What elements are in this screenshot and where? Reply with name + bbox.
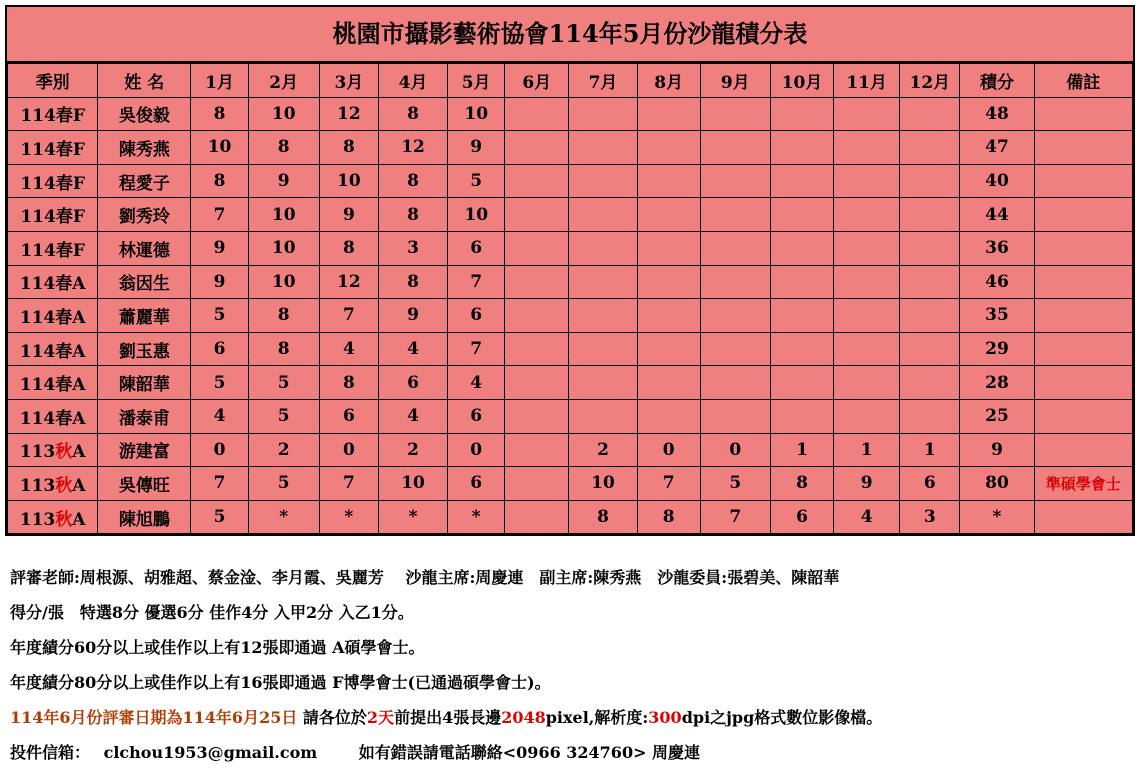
season-text: 秋 [55, 442, 73, 463]
score-cell: 3 [900, 500, 960, 534]
score-cell: 5 [191, 500, 248, 534]
score-cell [770, 265, 833, 299]
contact-phone: 如有錯誤請電話聯絡<0966 324760> 周慶連 [358, 743, 701, 762]
score-cell [900, 332, 960, 366]
total-cell: 28 [960, 366, 1034, 400]
score-cell [834, 198, 900, 232]
remark-cell [1034, 265, 1132, 299]
score-cell: 6 [448, 299, 505, 333]
remark-cell [1034, 231, 1132, 265]
score-cell: 6 [448, 231, 505, 265]
header-row [8, 64, 1133, 98]
season-text: 秋 [55, 475, 73, 496]
score-cell: 8 [191, 164, 248, 198]
score-cell: 1 [770, 433, 833, 467]
table-row [8, 332, 1133, 366]
total-cell: * [960, 500, 1034, 534]
score-cell [770, 366, 833, 400]
score-cell: 6 [191, 332, 248, 366]
score-cell [700, 332, 770, 366]
total-cell: 47 [960, 131, 1034, 165]
total-cell: 29 [960, 332, 1034, 366]
deadline-text: pixel,解析度: [545, 708, 649, 727]
score-cell: 10 [569, 467, 637, 501]
notes-section [10, 560, 1120, 770]
score-cell [770, 131, 833, 165]
total-cell: 35 [960, 299, 1034, 333]
score-cell: * [248, 500, 319, 534]
season-cell [8, 332, 98, 366]
score-cell: 10 [319, 164, 378, 198]
score-cell [834, 265, 900, 299]
score-cell [900, 164, 960, 198]
score-cell [900, 399, 960, 433]
table-row [8, 231, 1133, 265]
season-text: 114春F [20, 240, 85, 261]
deadline-text: dpi之jpg格式數位影像檔。 [681, 708, 883, 727]
score-cell: 8 [378, 265, 447, 299]
score-table [7, 63, 1133, 534]
score-cell [637, 131, 700, 165]
table-row [8, 97, 1133, 131]
score-cell [569, 164, 637, 198]
season-text: 113 [19, 442, 56, 463]
score-cell [900, 198, 960, 232]
table-row [8, 366, 1133, 400]
score-cell: 7 [191, 467, 248, 501]
name-cell: 林運德 [98, 231, 191, 265]
score-cell: 9 [191, 265, 248, 299]
score-cell [770, 97, 833, 131]
score-cell: 8 [248, 299, 319, 333]
score-cell [834, 399, 900, 433]
total-cell: 9 [960, 433, 1034, 467]
score-cell: 10 [248, 97, 319, 131]
score-cell: 5 [248, 399, 319, 433]
score-cell [637, 299, 700, 333]
column-header: 10月 [770, 64, 833, 98]
column-header: 備註 [1034, 64, 1132, 98]
score-cell [505, 231, 569, 265]
score-cell [700, 198, 770, 232]
score-cell: 8 [378, 198, 447, 232]
score-cell: 7 [637, 467, 700, 501]
score-cell: * [319, 500, 378, 534]
score-cell: 0 [700, 433, 770, 467]
remark-cell [1034, 131, 1132, 165]
score-cell [637, 97, 700, 131]
score-cell [505, 97, 569, 131]
season-text: 113 [19, 509, 56, 530]
total-cell: 46 [960, 265, 1034, 299]
score-cell [834, 332, 900, 366]
score-cell: 8 [319, 231, 378, 265]
score-cell [569, 332, 637, 366]
table-row [8, 433, 1133, 467]
score-cell [505, 500, 569, 534]
rule-a-line: 年度績分60分以上或佳作以上有12張即通過 A碩學會士。 [10, 638, 425, 657]
score-cell: 8 [637, 500, 700, 534]
season-text: 114春A [19, 408, 86, 429]
deadline-text: 請各位於 [297, 708, 367, 727]
score-cell [700, 265, 770, 299]
score-cell: 0 [637, 433, 700, 467]
score-cell [637, 265, 700, 299]
column-header: 5月 [448, 64, 505, 98]
season-cell [8, 299, 98, 333]
score-cell [770, 231, 833, 265]
score-cell: 7 [700, 500, 770, 534]
score-cell: 6 [900, 467, 960, 501]
score-cell: 5 [191, 366, 248, 400]
season-cell [8, 198, 98, 232]
score-cell: 0 [448, 433, 505, 467]
deadline-days: 2天 [366, 708, 395, 727]
remark-cell [1034, 433, 1132, 467]
score-cell: 6 [448, 467, 505, 501]
score-cell: 10 [448, 97, 505, 131]
score-cell [505, 366, 569, 400]
table-row [8, 500, 1133, 534]
season-cell [8, 433, 98, 467]
name-cell: 陳韶華 [98, 366, 191, 400]
remark-cell [1034, 366, 1132, 400]
score-cell [700, 366, 770, 400]
column-header: 12月 [900, 64, 960, 98]
score-cell [770, 198, 833, 232]
remark-cell: 準碩學會士 [1034, 467, 1132, 501]
column-header: 2月 [248, 64, 319, 98]
score-cell: 8 [191, 97, 248, 131]
score-cell [900, 299, 960, 333]
score-cell [900, 265, 960, 299]
column-header: 姓 名 [98, 64, 191, 98]
score-cell [505, 467, 569, 501]
score-cell: 2 [378, 433, 447, 467]
score-cell [505, 131, 569, 165]
score-cell [637, 399, 700, 433]
score-cell [505, 198, 569, 232]
season-text: 113 [19, 475, 56, 496]
score-cell: 5 [191, 299, 248, 333]
season-cell [8, 399, 98, 433]
name-cell: 劉玉惠 [98, 332, 191, 366]
score-cell [569, 299, 637, 333]
table-row [8, 399, 1133, 433]
score-cell: 10 [448, 198, 505, 232]
score-cell [700, 299, 770, 333]
score-cell [637, 332, 700, 366]
name-cell: 劉秀玲 [98, 198, 191, 232]
score-cell: 2 [569, 433, 637, 467]
score-cell [505, 299, 569, 333]
score-cell: 6 [319, 399, 378, 433]
score-cell: 9 [378, 299, 447, 333]
score-cell: 8 [378, 164, 447, 198]
table-row [8, 299, 1133, 333]
score-cell [700, 399, 770, 433]
remark-cell [1034, 500, 1132, 534]
table-row [8, 131, 1133, 165]
score-cell [505, 265, 569, 299]
season-text: 秋 [55, 509, 73, 530]
column-header: 9月 [700, 64, 770, 98]
score-cell [834, 299, 900, 333]
score-cell: 4 [319, 332, 378, 366]
name-cell: 吳俊毅 [98, 97, 191, 131]
total-cell: 40 [960, 164, 1034, 198]
score-cell: 9 [248, 164, 319, 198]
score-cell: 0 [319, 433, 378, 467]
deadline-line [10, 700, 1120, 735]
table-row [8, 198, 1133, 232]
score-cell [637, 231, 700, 265]
score-cell: 10 [191, 131, 248, 165]
score-cell: 0 [191, 433, 248, 467]
contact-label: 投件信箱： [10, 743, 91, 762]
score-cell: 7 [448, 332, 505, 366]
score-cell [900, 366, 960, 400]
remark-cell [1034, 97, 1132, 131]
score-cell: 8 [378, 97, 447, 131]
score-cell [569, 131, 637, 165]
column-header: 季別 [8, 64, 98, 98]
season-text: 114春A [19, 375, 86, 396]
score-cell: 4 [378, 332, 447, 366]
score-cell [834, 366, 900, 400]
column-header: 8月 [637, 64, 700, 98]
score-cell [770, 299, 833, 333]
column-header: 4月 [378, 64, 447, 98]
season-cell [8, 131, 98, 165]
score-cell [569, 231, 637, 265]
table-row [8, 467, 1133, 501]
score-cell [505, 399, 569, 433]
score-cell: 5 [448, 164, 505, 198]
score-cell: 5 [700, 467, 770, 501]
season-text: 114春F [20, 139, 85, 160]
score-cell: * [378, 500, 447, 534]
score-cell [505, 332, 569, 366]
score-cell: 5 [248, 467, 319, 501]
score-cell: 3 [378, 231, 447, 265]
name-cell: 翁因生 [98, 265, 191, 299]
score-cell [834, 131, 900, 165]
score-cell: 4 [834, 500, 900, 534]
remark-cell [1034, 332, 1132, 366]
season-cell [8, 366, 98, 400]
score-cell: 6 [770, 500, 833, 534]
score-cell [700, 97, 770, 131]
table-row [8, 164, 1133, 198]
score-cell [770, 164, 833, 198]
name-cell: 陳旭鵬 [98, 500, 191, 534]
remark-cell [1034, 198, 1132, 232]
score-cell: 10 [378, 467, 447, 501]
score-cell: 5 [248, 366, 319, 400]
column-header: 11月 [834, 64, 900, 98]
scoring-line: 得分/張 特選8分 優選6分 佳作4分 入甲2分 入乙1分。 [10, 603, 414, 622]
score-cell: 8 [248, 332, 319, 366]
score-cell [700, 164, 770, 198]
score-sheet [5, 5, 1135, 536]
total-cell: 44 [960, 198, 1034, 232]
score-cell [900, 231, 960, 265]
score-cell: 7 [191, 198, 248, 232]
score-cell: 4 [191, 399, 248, 433]
score-cell [637, 366, 700, 400]
total-cell: 36 [960, 231, 1034, 265]
season-cell [8, 467, 98, 501]
column-header: 7月 [569, 64, 637, 98]
column-header: 1月 [191, 64, 248, 98]
total-cell: 80 [960, 467, 1034, 501]
score-cell [569, 97, 637, 131]
remark-cell [1034, 299, 1132, 333]
column-header: 3月 [319, 64, 378, 98]
deadline-dpi: 300 [648, 708, 682, 727]
season-text: 114春A [19, 274, 86, 295]
season-cell [8, 164, 98, 198]
score-cell [770, 399, 833, 433]
score-cell: 6 [378, 366, 447, 400]
score-cell [569, 366, 637, 400]
score-cell [505, 164, 569, 198]
column-header: 6月 [505, 64, 569, 98]
score-cell: 8 [319, 366, 378, 400]
score-cell: 12 [319, 265, 378, 299]
season-text: 114春A [19, 341, 86, 362]
score-cell: 8 [569, 500, 637, 534]
sheet-title: 桃園市攝影藝術協會114年5月份沙龍積分表 [7, 7, 1133, 63]
score-cell: * [448, 500, 505, 534]
season-text: A [72, 442, 86, 463]
score-cell [834, 97, 900, 131]
score-cell [700, 131, 770, 165]
score-cell: 6 [448, 399, 505, 433]
name-cell: 陳秀燕 [98, 131, 191, 165]
total-cell: 25 [960, 399, 1034, 433]
score-cell: 10 [248, 198, 319, 232]
score-cell: 7 [319, 467, 378, 501]
score-cell [637, 164, 700, 198]
score-cell: 2 [248, 433, 319, 467]
score-cell: 4 [378, 399, 447, 433]
score-cell [700, 231, 770, 265]
score-cell [505, 433, 569, 467]
season-cell [8, 265, 98, 299]
name-cell: 潘泰甫 [98, 399, 191, 433]
name-cell: 蕭麗華 [98, 299, 191, 333]
score-cell: 8 [319, 131, 378, 165]
score-cell: 9 [319, 198, 378, 232]
season-text: A [72, 509, 86, 530]
judges-line: 評審老師:周根源、胡雅超、蔡金淦、李月霞、吳麗芳 沙龍主席:周慶連 副主席:陳秀燕 沙龍委員:張碧美、陳韶華 [10, 568, 840, 587]
name-cell: 游建富 [98, 433, 191, 467]
rule-f-line: 年度績分80分以上或佳作以上有16張即通過 F博學會士(已通過碩學會士)。 [10, 673, 551, 692]
season-cell [8, 231, 98, 265]
score-cell [569, 198, 637, 232]
score-cell [900, 97, 960, 131]
remark-cell [1034, 399, 1132, 433]
season-cell [8, 97, 98, 131]
score-cell [834, 164, 900, 198]
score-cell: 12 [378, 131, 447, 165]
score-cell: 10 [248, 231, 319, 265]
table-row [8, 265, 1133, 299]
score-cell [834, 231, 900, 265]
score-cell: 9 [834, 467, 900, 501]
score-cell: 7 [319, 299, 378, 333]
name-cell: 程愛子 [98, 164, 191, 198]
score-cell: 12 [319, 97, 378, 131]
score-cell [900, 131, 960, 165]
score-cell [569, 399, 637, 433]
score-cell: 8 [770, 467, 833, 501]
score-cell: 7 [448, 265, 505, 299]
name-cell: 吳傳旺 [98, 467, 191, 501]
season-text: 114春F [20, 173, 85, 194]
score-cell: 1 [834, 433, 900, 467]
season-text: 114春A [19, 307, 86, 328]
score-cell [770, 332, 833, 366]
score-cell: 8 [248, 131, 319, 165]
score-cell: 9 [191, 231, 248, 265]
deadline-date: 114年6月份評審日期為114年6月25日 [10, 708, 298, 727]
season-cell [8, 500, 98, 534]
contact-line [10, 735, 1120, 770]
score-cell: 4 [448, 366, 505, 400]
season-text: 114春F [20, 106, 85, 127]
season-text: A [72, 475, 86, 496]
deadline-text: 前提出4張長邊 [394, 708, 502, 727]
table-body [8, 97, 1133, 534]
season-text: 114春F [20, 207, 85, 228]
score-cell [569, 265, 637, 299]
score-cell: 1 [900, 433, 960, 467]
deadline-pixels: 2048 [501, 708, 546, 727]
remark-cell [1034, 164, 1132, 198]
column-header: 積分 [960, 64, 1034, 98]
score-cell: 9 [448, 131, 505, 165]
total-cell: 48 [960, 97, 1034, 131]
score-cell: 10 [248, 265, 319, 299]
score-cell [637, 198, 700, 232]
contact-email[interactable]: clchou1953@gmail.com [103, 743, 318, 762]
